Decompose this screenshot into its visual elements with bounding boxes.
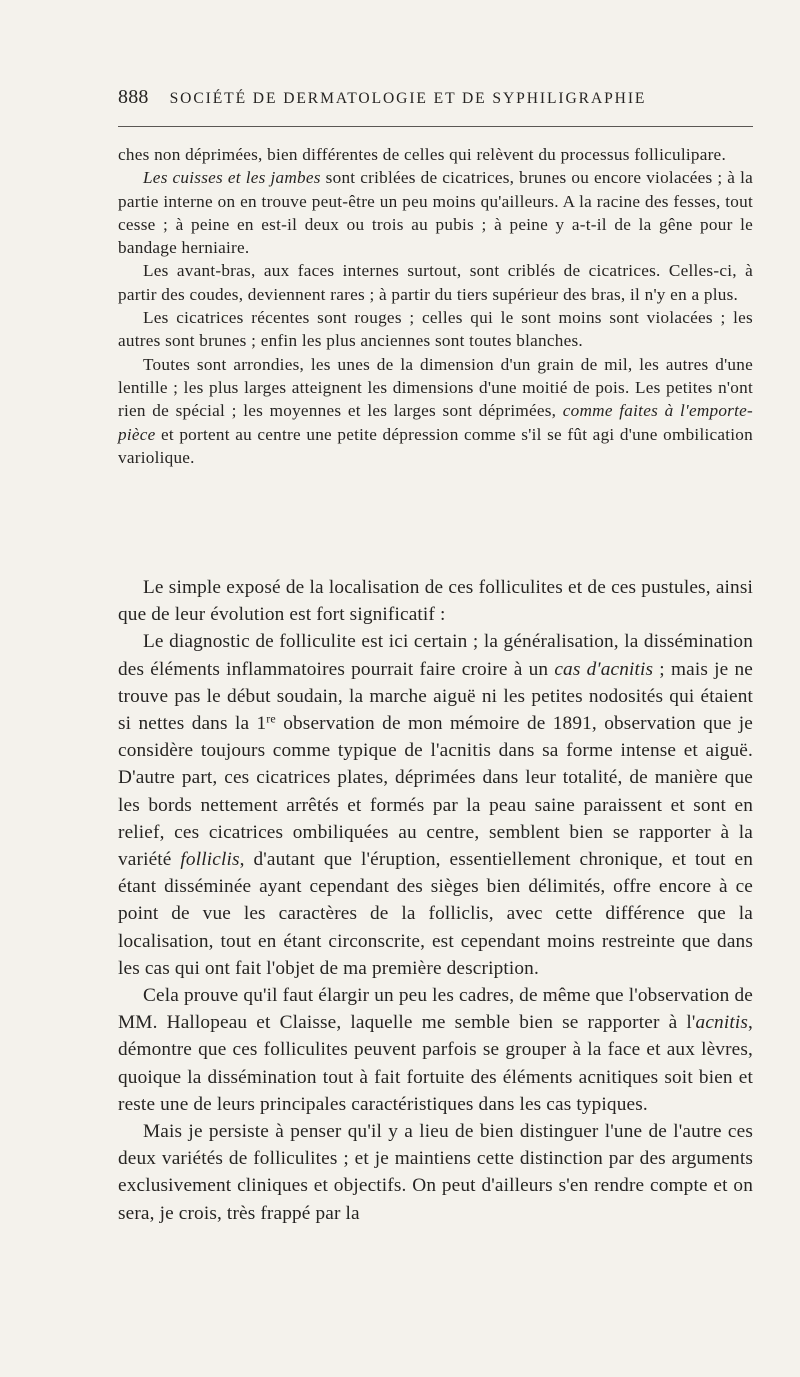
paragraph-continuation: ches non déprimées, bien différentes de celles qui relèvent du processus folliculipare. [118,145,726,164]
discussion-block [118,574,753,1227]
page-number: 888 [118,86,149,108]
paragraph-exposition: Le simple exposé de la localisation de ces folliculites et de ces pustules, ainsi que de leur évolution est fort significatif : [118,577,753,626]
paragraph-diagnosis: Le diagnostic de folliculite est ici certain ; la généralisation, la dissémination des éléments inflammatoires pourrait faire croire à un cas d'acnitis ; mais je ne trouve pas le début soudain, la marche aiguë ni les petites nodosités qui étaient si nettes dans la 1re observation de mon mémoire de 1891, observation que je considère toujours comme typique de l'acnitis dans sa forme intense et aiguë. D'autre part, ces cicatrices plates, déprimées dans leur totalité, de manière que les bords nettement arrêtés et formés par la peau saine paraissent et sont en relief, ces cicatrices ombiliquées au centre, semblent bien se rapporter à la variété folliclis, d'autant que l'éruption, essentiellement chronique, et tout en étant disséminée ayant cependant des sièges bien délimités, offre encore à ce point de vue les caractères de la folliclis, avec cette différence que la localisation, tout en étant circonscrite, est cependant moins restreinte que dans les cas qui ont fait l'objet de ma première description. [118,631,753,979]
paragraph-distinction: Mais je persiste à penser qu'il y a lieu de bien distinguer l'une de l'autre ces deux variétés de folliculites ; et je maintiens cette distinction par des arguments exclusivement cliniques et objectifs. On peut d'ailleurs s'en rendre compte et on sera, je crois, très frappé par la [118,1121,753,1224]
paragraph-scar-shapes: Toutes sont arrondies, les unes de la dimension d'un grain de mil, les autres d'une lentille ; les plus larges atteignent les dimensions d'une moitié de pois. Les petites n'ont rien de spécial ; les moyennes et les larges sont déprimées, comme faites à l'emporte-pièce et portent au centre une petite dépression comme s'il se fût agi d'une ombilication variolique. [118,354,753,467]
paragraph-scar-colors: Les cicatrices récentes sont rouges ; celles qui le sont moins sont violacées ; les autres sont brunes ; enfin les plus anciennes sont toutes blanches. [118,308,753,351]
paragraph-thighs-legs: Les cuisses et les jambes sont criblées de cicatrices, brunes ou encore violacées ; à la partie interne on en trouve peut-être un peu moins qu'ailleurs. A la racine des fesses, tout cesse ; à peine en est-il deux ou trois au pubis ; à peine y a-t-il de la gêne pour le bandage herniaire. [118,168,753,258]
header-rule [118,126,753,127]
paragraph-forearms: Les avant-bras, aux faces internes surtout, sont criblés de cicatrices. Celles-ci, à partir des coudes, deviennent rares ; à partir du tiers supérieur des bras, il n'y en a plus. [118,261,753,304]
page-header [118,86,753,116]
running-title: SOCIÉTÉ DE DERMATOLOGIE ET DE SYPHILIGRAPHIE [169,90,647,107]
paragraph-widening-frames: Cela prouve qu'il faut élargir un peu les cadres, de même que l'observation de MM. Hallopeau et Claisse, laquelle me semble bien se rapporter à l'acnitis, démontre que ces folliculites peuvent parfois se grouper à la face et aux lèvres, quoique la dissémination tout à fait fortuite des éléments acnitiques soit bien et reste une de leurs principales caractéristiques dans les cas typiques. [118,985,753,1115]
case-description-block [118,143,753,469]
